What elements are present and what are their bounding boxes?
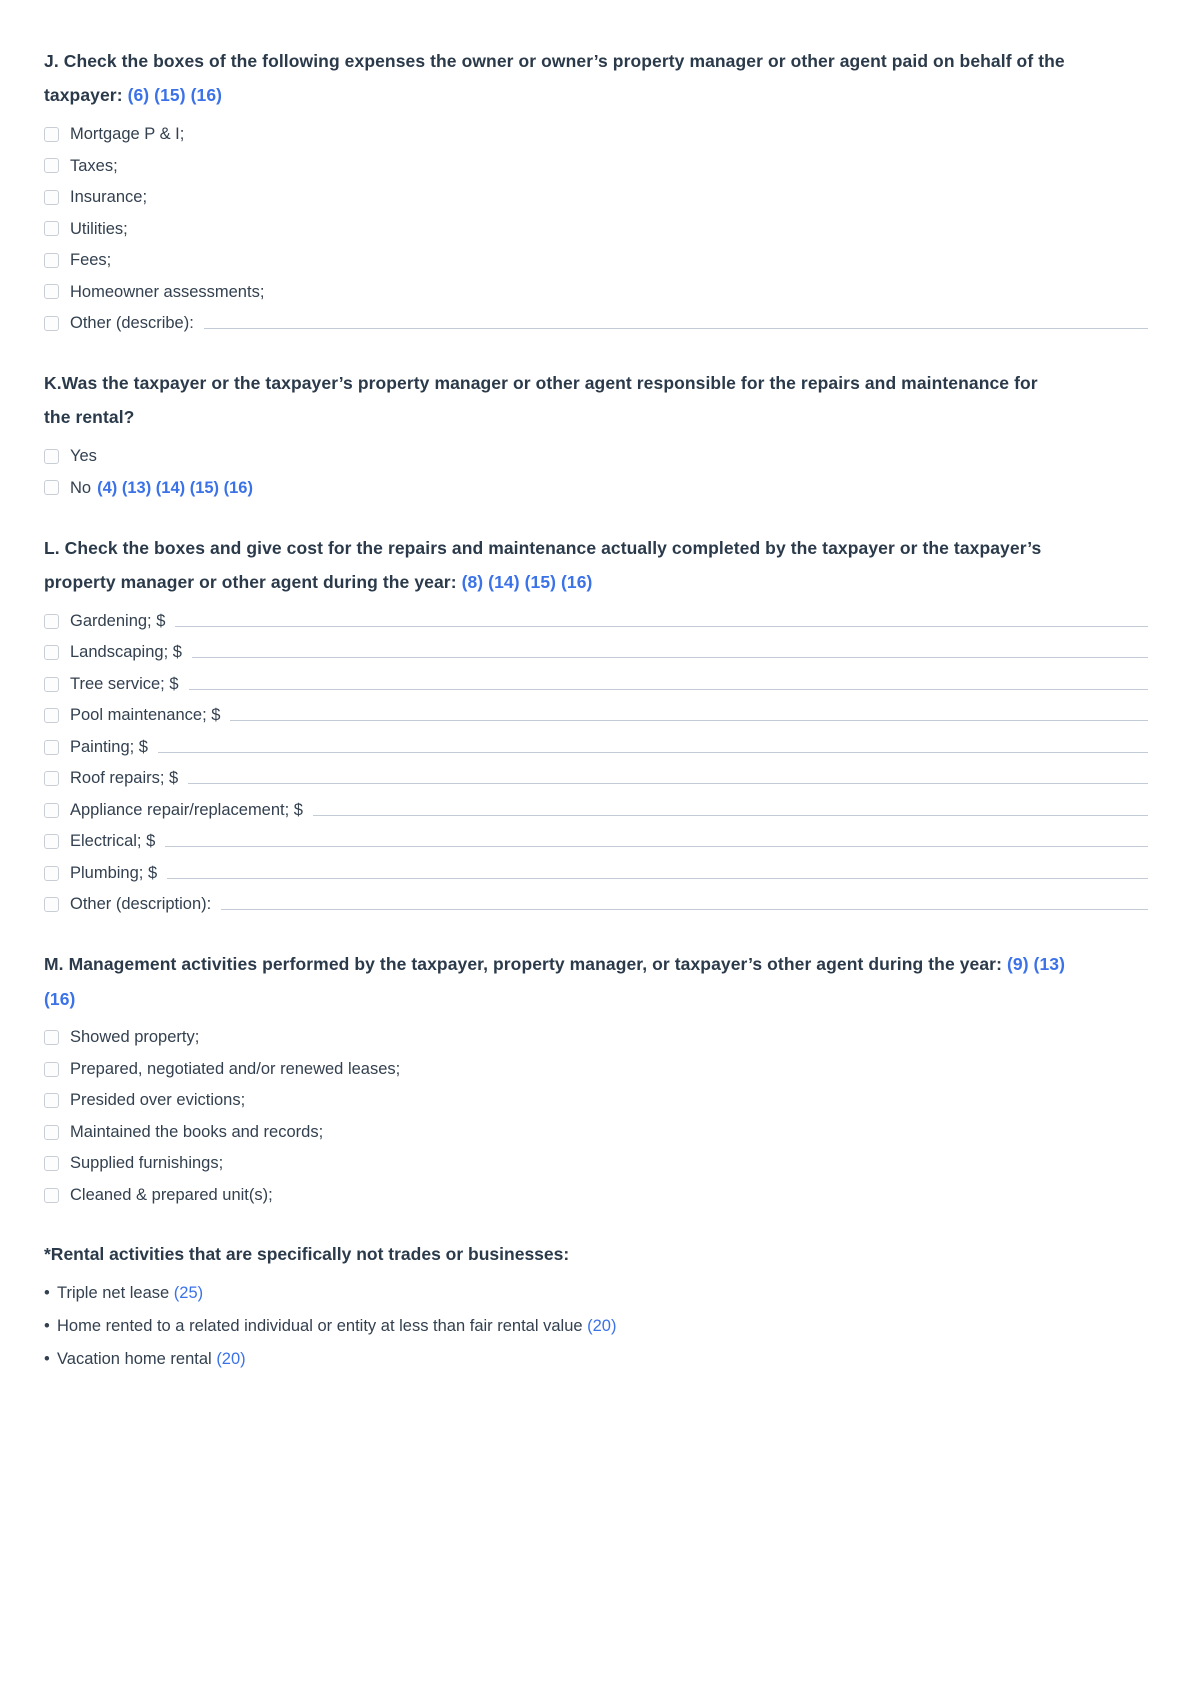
checkbox-label: Supplied furnishings; bbox=[70, 1154, 224, 1173]
section-l-heading-text: L. Check the boxes and give cost for the repairs and maintenance actually completed by the taxpayer or the taxpayer’s property manager or other agent during the year: bbox=[44, 537, 1042, 592]
checkbox-label: Yes bbox=[70, 447, 97, 466]
checkbox-label: Showed property; bbox=[70, 1028, 200, 1047]
footnote-heading: *Rental activities that are specifically not trades or businesses: bbox=[44, 1243, 570, 1264]
checkbox-icon[interactable] bbox=[44, 1188, 59, 1203]
section-spacer bbox=[44, 920, 1148, 947]
checkbox-icon[interactable] bbox=[44, 480, 59, 495]
checkbox-row-utilities[interactable] bbox=[44, 213, 1148, 245]
checkbox-label: Maintained the books and records; bbox=[70, 1122, 324, 1141]
checkbox-icon[interactable] bbox=[44, 1156, 59, 1171]
checkbox-row-no[interactable] bbox=[44, 472, 1148, 504]
cost-input-field[interactable] bbox=[158, 752, 1148, 753]
checkbox-icon[interactable] bbox=[44, 253, 59, 268]
section-m bbox=[44, 947, 1148, 1211]
checkbox-label: Prepared, negotiated and/or renewed leases; bbox=[70, 1059, 401, 1078]
checkbox-label: Homeowner assessments; bbox=[70, 282, 265, 301]
footnote-section bbox=[44, 1238, 1148, 1376]
checkbox-row-electrical[interactable] bbox=[44, 826, 1148, 858]
section-k-checkbox-list bbox=[44, 441, 1148, 504]
cost-input-field[interactable] bbox=[189, 689, 1148, 690]
checkbox-label: No bbox=[70, 478, 92, 497]
checkbox-row-roof-repairs[interactable] bbox=[44, 763, 1148, 795]
checkbox-label: Fees; bbox=[70, 251, 112, 270]
checkbox-label: Appliance repair/replacement; $ bbox=[70, 800, 303, 819]
checkbox-icon[interactable] bbox=[44, 1062, 59, 1077]
checkbox-icon[interactable] bbox=[44, 1030, 59, 1045]
checkbox-label: Other (description): bbox=[70, 895, 212, 914]
checkbox-icon[interactable] bbox=[44, 834, 59, 849]
section-spacer bbox=[44, 339, 1148, 366]
section-k bbox=[44, 366, 1148, 504]
section-j-heading bbox=[44, 44, 1066, 113]
checkbox-label: Utilities; bbox=[70, 219, 128, 238]
checkbox-label: Tree service; $ bbox=[70, 674, 179, 693]
checkbox-label: Electrical; $ bbox=[70, 832, 156, 851]
checkbox-icon[interactable] bbox=[44, 614, 59, 629]
checkbox-icon[interactable] bbox=[44, 449, 59, 464]
checkbox-row-showed-property[interactable] bbox=[44, 1022, 1148, 1054]
section-l-heading-refs: (8) (14) (15) (16) bbox=[461, 571, 593, 592]
checkbox-row-fees[interactable] bbox=[44, 245, 1148, 277]
checkbox-icon[interactable] bbox=[44, 316, 59, 331]
checkbox-row-other-description[interactable] bbox=[44, 889, 1148, 921]
checkbox-row-painting[interactable] bbox=[44, 731, 1148, 763]
bullet-dot-icon: • bbox=[44, 1317, 50, 1336]
checkbox-icon[interactable] bbox=[44, 708, 59, 723]
checkbox-row-evictions[interactable] bbox=[44, 1085, 1148, 1117]
cost-input-field[interactable] bbox=[188, 783, 1148, 784]
section-l bbox=[44, 531, 1148, 921]
checkbox-row-landscaping[interactable] bbox=[44, 637, 1148, 669]
section-m-heading bbox=[44, 947, 1066, 1016]
section-spacer bbox=[44, 504, 1148, 531]
checkbox-label-refs: (4) (13) (14) (15) (16) bbox=[97, 478, 253, 497]
checkbox-label: Roof repairs; $ bbox=[70, 769, 179, 788]
bullet-refs: (20) bbox=[216, 1350, 246, 1369]
checkbox-label: Other (describe): bbox=[70, 314, 194, 333]
bullet-label: Home rented to a related individual or entity at less than fair rental value bbox=[57, 1317, 583, 1336]
checkbox-icon[interactable] bbox=[44, 803, 59, 818]
section-j bbox=[44, 44, 1148, 339]
section-k-heading bbox=[44, 366, 1066, 435]
checkbox-label: Painting; $ bbox=[70, 737, 148, 756]
checkbox-row-tree-service[interactable] bbox=[44, 668, 1148, 700]
checkbox-label: Presided over evictions; bbox=[70, 1091, 246, 1110]
checkbox-icon[interactable] bbox=[44, 1125, 59, 1140]
checkbox-row-books-records[interactable] bbox=[44, 1116, 1148, 1148]
checkbox-label: Taxes; bbox=[70, 156, 118, 175]
checkbox-label: Insurance; bbox=[70, 188, 148, 207]
write-in-field[interactable] bbox=[221, 909, 1148, 910]
checkbox-label: Gardening; $ bbox=[70, 611, 166, 630]
checkbox-icon[interactable] bbox=[44, 897, 59, 912]
checkbox-icon[interactable] bbox=[44, 740, 59, 755]
checkbox-icon[interactable] bbox=[44, 771, 59, 786]
cost-input-field[interactable] bbox=[230, 720, 1148, 721]
write-in-field[interactable] bbox=[204, 328, 1148, 329]
cost-input-field[interactable] bbox=[165, 846, 1148, 847]
bullet-label: Vacation home rental bbox=[57, 1350, 212, 1369]
checkbox-row-supplied-furnishings[interactable] bbox=[44, 1148, 1148, 1180]
cost-input-field[interactable] bbox=[167, 878, 1148, 879]
bullet-refs: (20) bbox=[587, 1317, 617, 1336]
section-j-heading-refs: (6) (15) (16) bbox=[127, 85, 223, 106]
checkbox-row-appliance-repair[interactable] bbox=[44, 794, 1148, 826]
checkbox-icon[interactable] bbox=[44, 645, 59, 660]
checkbox-icon[interactable] bbox=[44, 866, 59, 881]
checkbox-label: Landscaping; $ bbox=[70, 643, 182, 662]
checkbox-icon[interactable] bbox=[44, 190, 59, 205]
section-l-heading bbox=[44, 531, 1066, 600]
cost-input-field[interactable] bbox=[175, 626, 1148, 627]
checkbox-row-cleaned-prepared-units[interactable] bbox=[44, 1179, 1148, 1211]
checkbox-row-prepared-leases[interactable] bbox=[44, 1053, 1148, 1085]
bullet-item-vacation-home-rental bbox=[44, 1343, 1148, 1376]
section-spacer bbox=[44, 1211, 1148, 1238]
checkbox-icon[interactable] bbox=[44, 284, 59, 299]
section-j-checkbox-list bbox=[44, 119, 1148, 340]
bullet-item-triple-net-lease bbox=[44, 1277, 1148, 1310]
cost-input-field[interactable] bbox=[313, 815, 1148, 816]
checkbox-label: Mortgage P & I; bbox=[70, 125, 185, 144]
section-m-heading-refs: (9) (13) (16) bbox=[44, 954, 1066, 1009]
section-m-checkbox-list bbox=[44, 1022, 1148, 1211]
checkbox-icon[interactable] bbox=[44, 127, 59, 142]
section-l-checkbox-list bbox=[44, 605, 1148, 920]
checkbox-icon[interactable] bbox=[44, 1093, 59, 1108]
checkbox-row-other-describe[interactable] bbox=[44, 308, 1148, 340]
bullet-refs: (25) bbox=[173, 1284, 204, 1303]
section-m-heading-text: M. Management activities performed by the taxpayer, property manager, or taxpayer’s other agent during the year: bbox=[44, 954, 1002, 975]
checkbox-label: Pool maintenance; $ bbox=[70, 706, 221, 725]
bullet-label: Triple net lease bbox=[57, 1284, 170, 1303]
section-k-heading-text: K.Was the taxpayer or the taxpayer’s property manager or other agent responsible for the repairs and maintenance for the rental? bbox=[44, 373, 1038, 428]
checkbox-row-insurance[interactable] bbox=[44, 182, 1148, 214]
checkbox-row-homeowner-assessments[interactable] bbox=[44, 276, 1148, 308]
checkbox-row-pool-maintenance[interactable] bbox=[44, 700, 1148, 732]
bullet-dot-icon: • bbox=[44, 1284, 50, 1303]
footnote-bullet-list bbox=[44, 1277, 1148, 1376]
checkbox-row-taxes[interactable] bbox=[44, 150, 1148, 182]
bullet-dot-icon: • bbox=[44, 1350, 50, 1369]
checkbox-row-mortgage[interactable] bbox=[44, 119, 1148, 151]
checkbox-icon[interactable] bbox=[44, 158, 59, 173]
checkbox-icon[interactable] bbox=[44, 677, 59, 692]
section-j-heading-text: J. Check the boxes of the following expenses the owner or owner’s property manager or other agent paid on behalf of the taxpayer: bbox=[44, 51, 1065, 106]
checkbox-label: Plumbing; $ bbox=[70, 863, 158, 882]
bullet-item-related-party-rental bbox=[44, 1310, 1148, 1343]
checkbox-row-gardening[interactable] bbox=[44, 605, 1148, 637]
checkbox-icon[interactable] bbox=[44, 221, 59, 236]
cost-input-field[interactable] bbox=[192, 657, 1148, 658]
checkbox-row-yes[interactable] bbox=[44, 441, 1148, 473]
checkbox-row-plumbing[interactable] bbox=[44, 857, 1148, 889]
checkbox-label: Cleaned & prepared unit(s); bbox=[70, 1185, 273, 1204]
